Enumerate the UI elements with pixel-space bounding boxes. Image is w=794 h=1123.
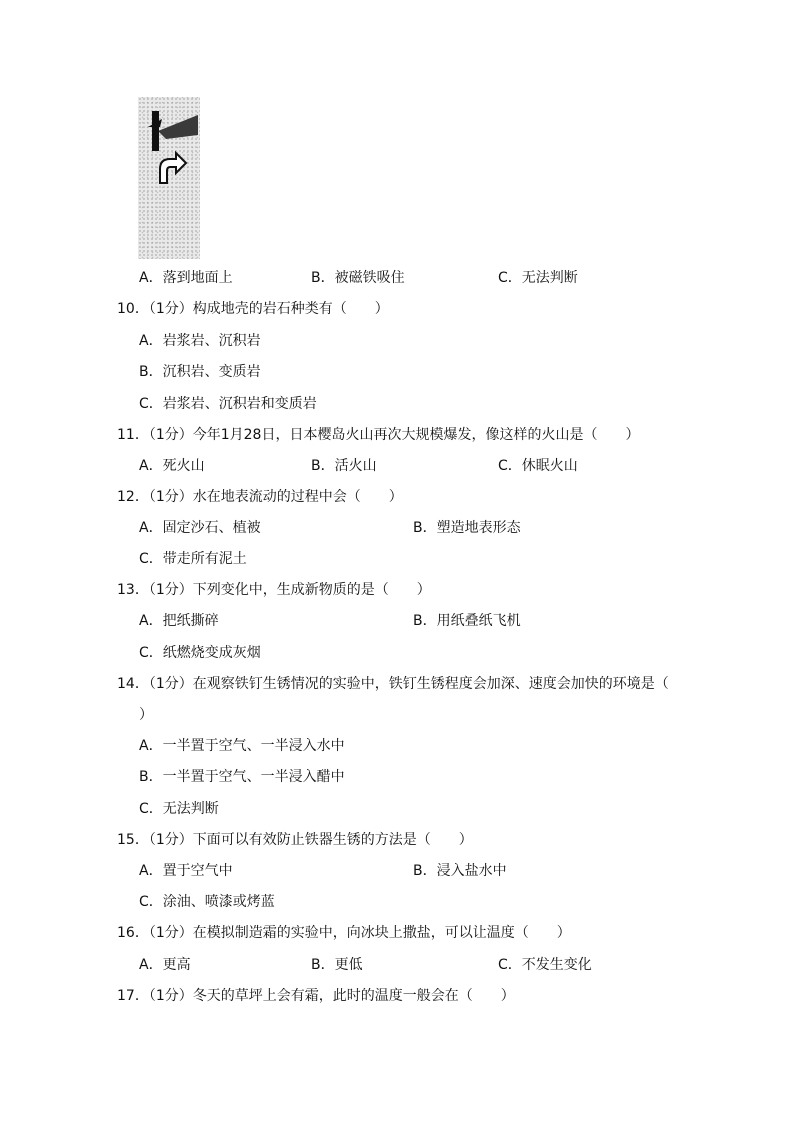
q10-option-c[interactable]: C．岩浆岩、沉积岩和变质岩 (139, 396, 317, 412)
q10-option-b[interactable]: B．沉积岩、变质岩 (139, 364, 261, 380)
q12-option-c[interactable]: C．带走所有泥土 (139, 551, 247, 567)
q16-stem: 16．（1分）在模拟制造霜的实验中，向冰块上撒盐，可以让温度（ ） (117, 925, 571, 941)
q13-option-b[interactable]: B．用纸叠纸飞机 (413, 613, 521, 629)
q16-option-c[interactable]: C．不发生变化 (498, 957, 592, 973)
q13-option-c[interactable]: C．纸燃烧变成灰烟 (139, 645, 261, 661)
q15-option-c[interactable]: C．涂油、喷漆或烤蓝 (139, 894, 275, 910)
q9-option-a[interactable]: A．落到地面上 (139, 270, 233, 286)
q14-option-c[interactable]: C．无法判断 (139, 801, 219, 817)
q14-option-b[interactable]: B．一半置于空气、一半浸入醋中 (139, 769, 345, 785)
q15-option-b[interactable]: B．浸入盐水中 (413, 863, 507, 879)
q11-option-c[interactable]: C．休眠火山 (498, 458, 578, 474)
q14-stem-continuation: ） (139, 707, 153, 723)
magnet-arrow-illustration (138, 97, 200, 259)
q17-stem: 17．（1分）冬天的草坪上会有霜，此时的温度一般会在（ ） (117, 988, 515, 1004)
q13-option-a[interactable]: A．把纸撕碎 (139, 613, 219, 629)
q9-option-b[interactable]: B．被磁铁吸住 (311, 270, 405, 286)
q16-option-b[interactable]: B．更低 (311, 957, 363, 973)
q15-option-a[interactable]: A．置于空气中 (139, 863, 233, 879)
q11-option-b[interactable]: B．活火山 (311, 458, 377, 474)
q10-option-a[interactable]: A．岩浆岩、沉积岩 (139, 333, 261, 349)
q13-stem: 13．（1分）下列变化中，生成新物质的是（ ） (117, 582, 431, 598)
q10-stem: 10．（1分）构成地壳的岩石种类有（ ） (117, 301, 389, 317)
q12-stem: 12．（1分）水在地表流动的过程中会（ ） (117, 489, 403, 505)
magnet-experiment-figure (138, 97, 200, 259)
q11-stem: 11．（1分）今年1月28日，日本樱岛火山再次大规模爆发，像这样的火山是（ ） (117, 427, 640, 443)
q15-stem: 15．（1分）下面可以有效防止铁器生锈的方法是（ ） (117, 832, 473, 848)
q14-option-a[interactable]: A．一半置于空气、一半浸入水中 (139, 738, 345, 754)
q11-option-a[interactable]: A．死火山 (139, 458, 205, 474)
q12-option-a[interactable]: A．固定沙石、植被 (139, 520, 261, 536)
q16-option-a[interactable]: A．更高 (139, 957, 191, 973)
q14-stem: 14．（1分）在观察铁钉生锈情况的实验中，铁钉生锈程度会加深、速度会加快的环境是（ (117, 676, 669, 692)
q9-option-c[interactable]: C．无法判断 (498, 270, 578, 286)
q12-option-b[interactable]: B．塑造地表形态 (413, 520, 521, 536)
curved-arrow-icon (160, 153, 186, 183)
